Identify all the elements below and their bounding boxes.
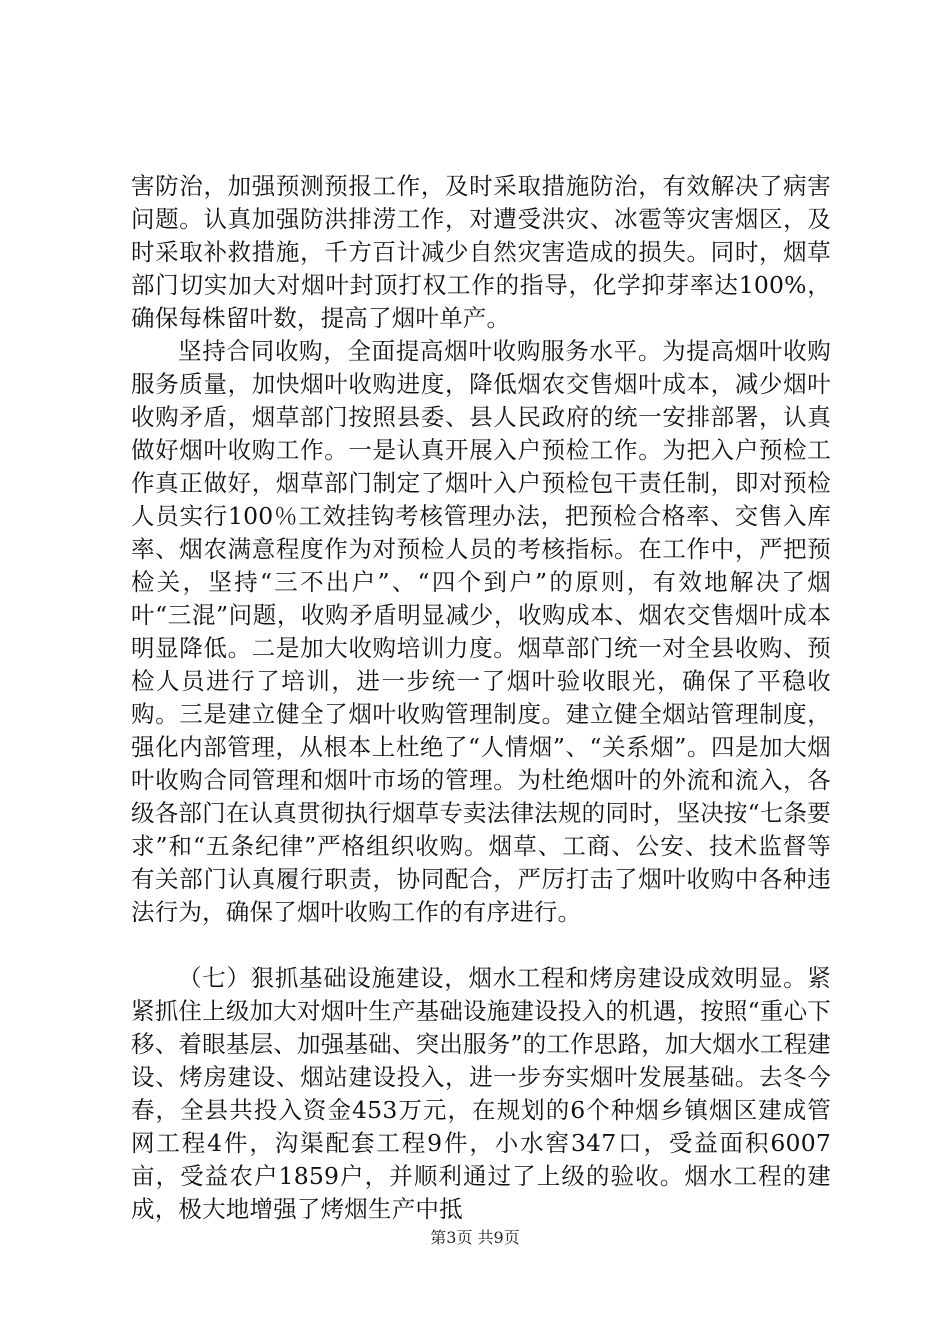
document-body: [131, 170, 831, 1226]
paragraph-contract-purchase: 坚持合同收购，全面提高烟叶收购服务水平。为提高烟叶收购服务质量，加快烟叶收购进度，降低烟农交售烟叶成本，减少烟叶收购矛盾，烟草部门按照县委、县人民政府的统一安排部署，认真做好烟叶收购工作。一是认真开展入户预检工作。为把入户预检工作真正做好，烟草部门制定了烟叶入户预检包干责任制，即对预检人员实行100％工效挂钩考核管理办法，把预检合格率、交售入库率、烟农满意程度作为对预检人员的考核指标。在工作中，严把预检关，坚持“三不出户”、“四个到户”的原则，有效地解决了烟叶“三混”问题，收购矛盾明显减少，收购成本、烟农交售烟叶成本明显降低。二是加大收购培训力度。烟草部门统一对全县收购、预检人员进行了培训，进一步统一了烟叶验收眼光，确保了平稳收购。三是建立健全了烟叶收购管理制度。建立健全烟站管理制度，强化内部管理，从根本上杜绝了“人情烟”、“关系烟”。四是加大烟叶收购合同管理和烟叶市场的管理。为杜绝烟叶的外流和流入，各级各部门在认真贯彻执行烟草专卖法律法规的同时，坚决按“七条要求”和“五条纪律”严格组织收购。烟草、工商、公安、技术监督等有关部门认真履行职责，协同配合，严厉打击了烟叶收购中各种违法行为，确保了烟叶收购工作的有序进行。: [131, 337, 831, 926]
paragraph-pest-control: 害防治，加强预测预报工作，及时采取措施防治，有效解决了病害问题。认真加强防洪排涝工作，对遭受洪灾、冰雹等灾害烟区，及时采取补救措施，千方百计减少自然灾害造成的损失。同时，烟草部门切实加大对烟叶封顶打权工作的指导，化学抑芽率达100%，确保每株留叶数，提高了烟叶单产。: [131, 172, 831, 332]
paragraph-infrastructure: （七）狠抓基础设施建设，烟水工程和烤房建设成效明显。紧紧抓住上级加大对烟叶生产基础设施建设投入的机遇，按照“重心下移、着眼基层、加强基础、突出服务”的工作思路，加大烟水工程建设、烤房建设、烟站建设投入，进一步夯实烟叶发展基础。去冬今春，全县共投入资金453万元，在规划的6个种烟乡镇烟区建成管网工程4件，沟渠配套工程9件，小水窖347口，受益面积6007亩，受益农户1859户，并顺利通过了上级的验收。烟水工程的建成，极大地增强了烤烟生产中抵: [131, 964, 831, 1223]
page-number-footer: 第3页 共9页: [430, 1228, 520, 1247]
